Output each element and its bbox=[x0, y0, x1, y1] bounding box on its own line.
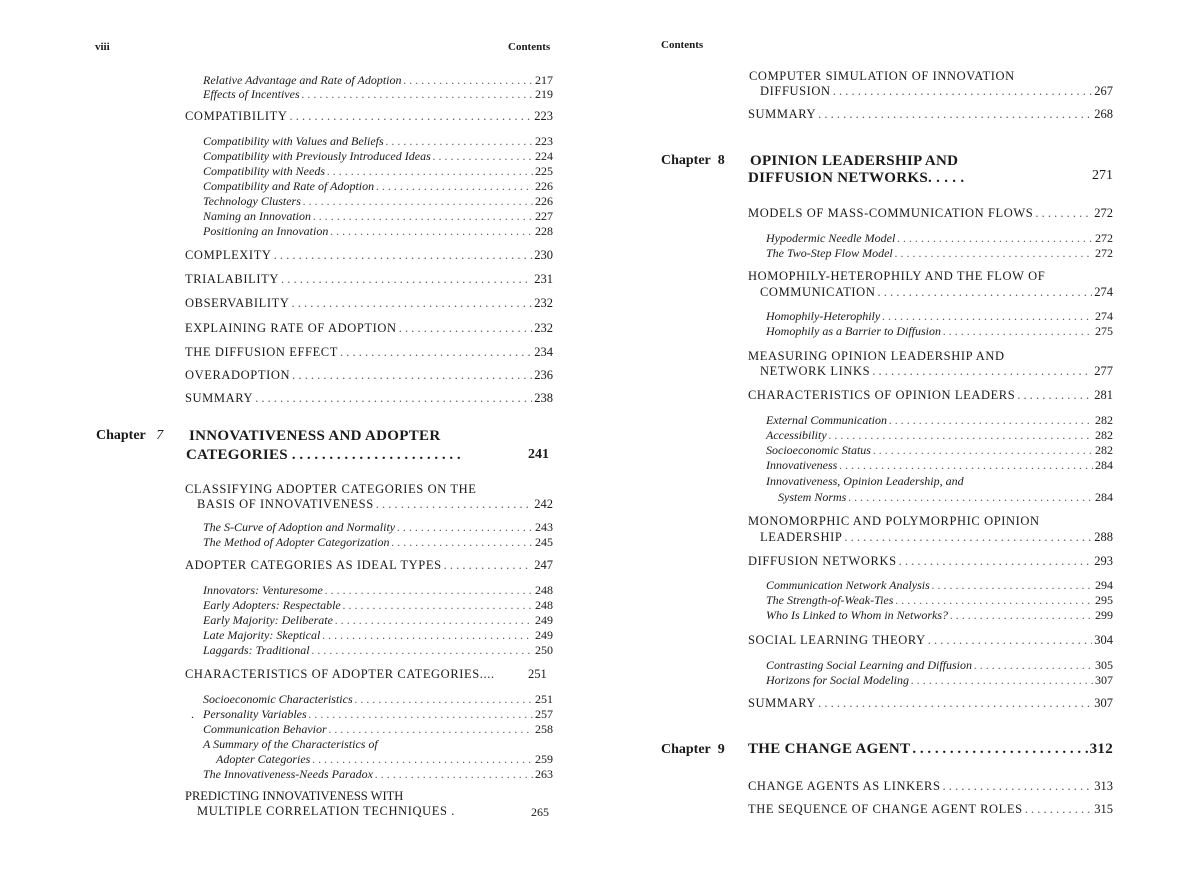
chapter-label: Chapter 7 bbox=[96, 428, 163, 444]
toc-entry[interactable]: Innovativeness, Opinion Leadership, and bbox=[766, 474, 964, 488]
toc-section[interactable]: COMPLEXITY . . . 230 bbox=[185, 248, 553, 263]
chapter-label: Chapter 8 bbox=[661, 153, 725, 169]
toc-section[interactable]: ADOPTER CATEGORIES AS IDEAL TYPES . . . 247 bbox=[185, 558, 553, 573]
chapter-title: OPINION LEADERSHIP AND bbox=[750, 152, 958, 171]
toc-section-page: 265 bbox=[531, 805, 549, 820]
toc-section[interactable]: PREDICTING INNOVATIVENESS WITH bbox=[185, 789, 403, 804]
toc-section[interactable]: TRIALABILITY . . . 231 bbox=[185, 272, 553, 287]
running-head: Contents bbox=[661, 39, 703, 51]
toc-section[interactable]: SUMMARY . . . 238 bbox=[185, 391, 553, 406]
toc-section[interactable]: MODELS OF MASS-COMMUNICATION FLOWS . . . 272 bbox=[748, 206, 1113, 221]
chapter-title-cont[interactable]: DIFFUSION NETWORKS. . . . . bbox=[748, 169, 964, 188]
toc-entry[interactable]: Personality Variables . . . 257 bbox=[203, 707, 553, 721]
toc-entry[interactable]: Late Majority: Skeptical . . . 249 bbox=[203, 628, 553, 642]
toc-entry[interactable]: Early Majority: Deliberate . . . 249 bbox=[203, 613, 553, 627]
toc-entry[interactable]: Compatibility with Values and Beliefs . . . 223 bbox=[203, 134, 553, 148]
toc-section-cont[interactable]: COMMUNICATION . . . 274 bbox=[760, 285, 1113, 300]
chapter-page: 241 bbox=[528, 447, 549, 463]
chapter-page: 271 bbox=[1092, 168, 1113, 184]
toc-entry[interactable]: Socioeconomic Characteristics . . . 251 bbox=[203, 692, 553, 706]
toc-section[interactable]: HOMOPHILY-HETEROPHILY AND THE FLOW OF bbox=[748, 269, 1045, 284]
toc-section-cont[interactable]: MULTIPLE CORRELATION TECHNIQUES . bbox=[197, 804, 455, 819]
toc-section-page: 251 bbox=[528, 667, 547, 682]
toc-entry[interactable]: Naming an Innovation . . . 227 bbox=[203, 209, 553, 223]
toc-entry[interactable]: A Summary of the Characteristics of bbox=[203, 737, 378, 751]
toc-section[interactable]: EXPLAINING RATE OF ADOPTION . . . 232 bbox=[185, 321, 553, 336]
chapter-page: 312 bbox=[1090, 740, 1113, 759]
toc-entry[interactable]: External Communication . . . 282 bbox=[766, 413, 1113, 427]
toc-entry[interactable]: Early Adopters: Respectable . . . 248 bbox=[203, 598, 553, 612]
toc-entry[interactable]: The Two-Step Flow Model . . . 272 bbox=[766, 246, 1113, 260]
toc-entry[interactable]: Communication Behavior . . . 258 bbox=[203, 722, 553, 736]
toc-entry[interactable]: Horizons for Social Modeling . . . 307 bbox=[766, 673, 1113, 687]
toc-section[interactable]: MONOMORPHIC AND POLYMORPHIC OPINION bbox=[748, 514, 1040, 529]
toc-section[interactable]: CLASSIFYING ADOPTER CATEGORIES ON THE bbox=[185, 482, 476, 497]
toc-entry[interactable]: Communication Network Analysis . . . 294 bbox=[766, 578, 1113, 592]
toc-entry[interactable]: Accessibility . . . 282 bbox=[766, 428, 1113, 442]
toc-entry[interactable]: The S-Curve of Adoption and Normality . . . 243 bbox=[203, 520, 553, 534]
toc-section[interactable]: CHARACTERISTICS OF OPINION LEADERS . . . 281 bbox=[748, 388, 1113, 403]
toc-entry[interactable]: Effects of Incentives . . . 219 bbox=[203, 87, 553, 101]
toc-entry[interactable]: Contrasting Social Learning and Diffusion . . . 305 bbox=[766, 658, 1113, 672]
toc-entry[interactable]: The Innovativeness-Needs Paradox . . . 263 bbox=[203, 767, 553, 781]
toc-section-cont[interactable]: LEADERSHIP . . . 288 bbox=[760, 530, 1113, 545]
toc-entry[interactable]: The Strength-of-Weak-Ties . . . 295 bbox=[766, 593, 1113, 607]
toc-entry[interactable]: Compatibility with Previously Introduced Ideas . . . 224 bbox=[203, 149, 553, 163]
toc-section[interactable]: SOCIAL LEARNING THEORY . . . 304 bbox=[748, 633, 1113, 648]
toc-section[interactable]: COMPATIBILITY . . . 223 bbox=[185, 109, 553, 124]
toc-entry[interactable]: Positioning an Innovation . . . 228 bbox=[203, 224, 553, 238]
stray-mark: . bbox=[191, 707, 194, 722]
toc-section[interactable]: CHANGE AGENTS AS LINKERS . . . 313 bbox=[748, 779, 1113, 794]
toc-section[interactable]: COMPUTER SIMULATION OF INNOVATION bbox=[749, 69, 1015, 84]
toc-section[interactable]: SUMMARY . . . 307 bbox=[748, 696, 1113, 711]
running-head: Contents bbox=[508, 41, 550, 53]
toc-section-cont[interactable]: DIFFUSION . . . 267 bbox=[760, 84, 1113, 99]
chapter-label: Chapter 9 bbox=[661, 742, 725, 758]
toc-section-cont[interactable]: BASIS OF INNOVATIVENESS . . . 242 bbox=[197, 497, 553, 512]
toc-section[interactable]: SUMMARY . . . 268 bbox=[748, 107, 1113, 122]
toc-entry[interactable]: Hypodermic Needle Model . . . 272 bbox=[766, 231, 1113, 245]
toc-entry[interactable]: Compatibility and Rate of Adoption . . . 226 bbox=[203, 179, 553, 193]
toc-entry[interactable]: Innovativeness . . . 284 bbox=[766, 458, 1113, 472]
toc-entry[interactable]: Homophily-Heterophily . . . 274 bbox=[766, 309, 1113, 323]
toc-entry-cont[interactable]: System Norms . . . 284 bbox=[778, 490, 1113, 504]
toc-entry[interactable]: Who Is Linked to Whom in Networks? . . . 299 bbox=[766, 608, 1113, 622]
toc-section[interactable]: OVERADOPTION . . . 236 bbox=[185, 368, 553, 383]
toc-section[interactable]: THE SEQUENCE OF CHANGE AGENT ROLES . . . 315 bbox=[748, 802, 1113, 817]
chapter-title[interactable]: THE CHANGE AGENT . . . . . . . . . . . . . . . . . . . . . . . 312 bbox=[748, 740, 1113, 759]
chapter-title: INNOVATIVENESS AND ADOPTER bbox=[189, 427, 440, 446]
toc-section-cont[interactable]: NETWORK LINKS . . . 277 bbox=[760, 364, 1113, 379]
toc-entry[interactable]: Socioeconomic Status . . . 282 bbox=[766, 443, 1113, 457]
toc-section[interactable]: OBSERVABILITY . . . 232 bbox=[185, 296, 553, 311]
toc-entry-cont[interactable]: Adopter Categories . . . 259 bbox=[216, 752, 553, 766]
toc-section[interactable]: MEASURING OPINION LEADERSHIP AND bbox=[748, 349, 1005, 364]
toc-entry[interactable]: Compatibility with Needs . . . 225 bbox=[203, 164, 553, 178]
toc-section[interactable]: CHARACTERISTICS OF ADOPTER CATEGORIES.... bbox=[185, 667, 495, 682]
chapter-title-cont[interactable]: CATEGORIES . . . . . . . . . . . . . . . . . . . . . . . bbox=[186, 446, 461, 465]
toc-entry[interactable]: Technology Clusters . . . 226 bbox=[203, 194, 553, 208]
page-folio: viii bbox=[95, 41, 110, 53]
right-page bbox=[600, 0, 1200, 878]
toc-entry[interactable]: Relative Advantage and Rate of Adoption . . . 217 bbox=[203, 73, 553, 87]
toc-entry[interactable]: Laggards: Traditional . . . 250 bbox=[203, 643, 553, 657]
toc-entry[interactable]: The Method of Adopter Categorization . . . 245 bbox=[203, 535, 553, 549]
toc-section[interactable]: DIFFUSION NETWORKS . . . 293 bbox=[748, 554, 1113, 569]
left-page bbox=[0, 0, 600, 878]
toc-section[interactable]: THE DIFFUSION EFFECT . . . 234 bbox=[185, 345, 553, 360]
toc-entry[interactable]: Innovators: Venturesome . . . 248 bbox=[203, 583, 553, 597]
toc-entry[interactable]: Homophily as a Barrier to Diffusion . . . 275 bbox=[766, 324, 1113, 338]
